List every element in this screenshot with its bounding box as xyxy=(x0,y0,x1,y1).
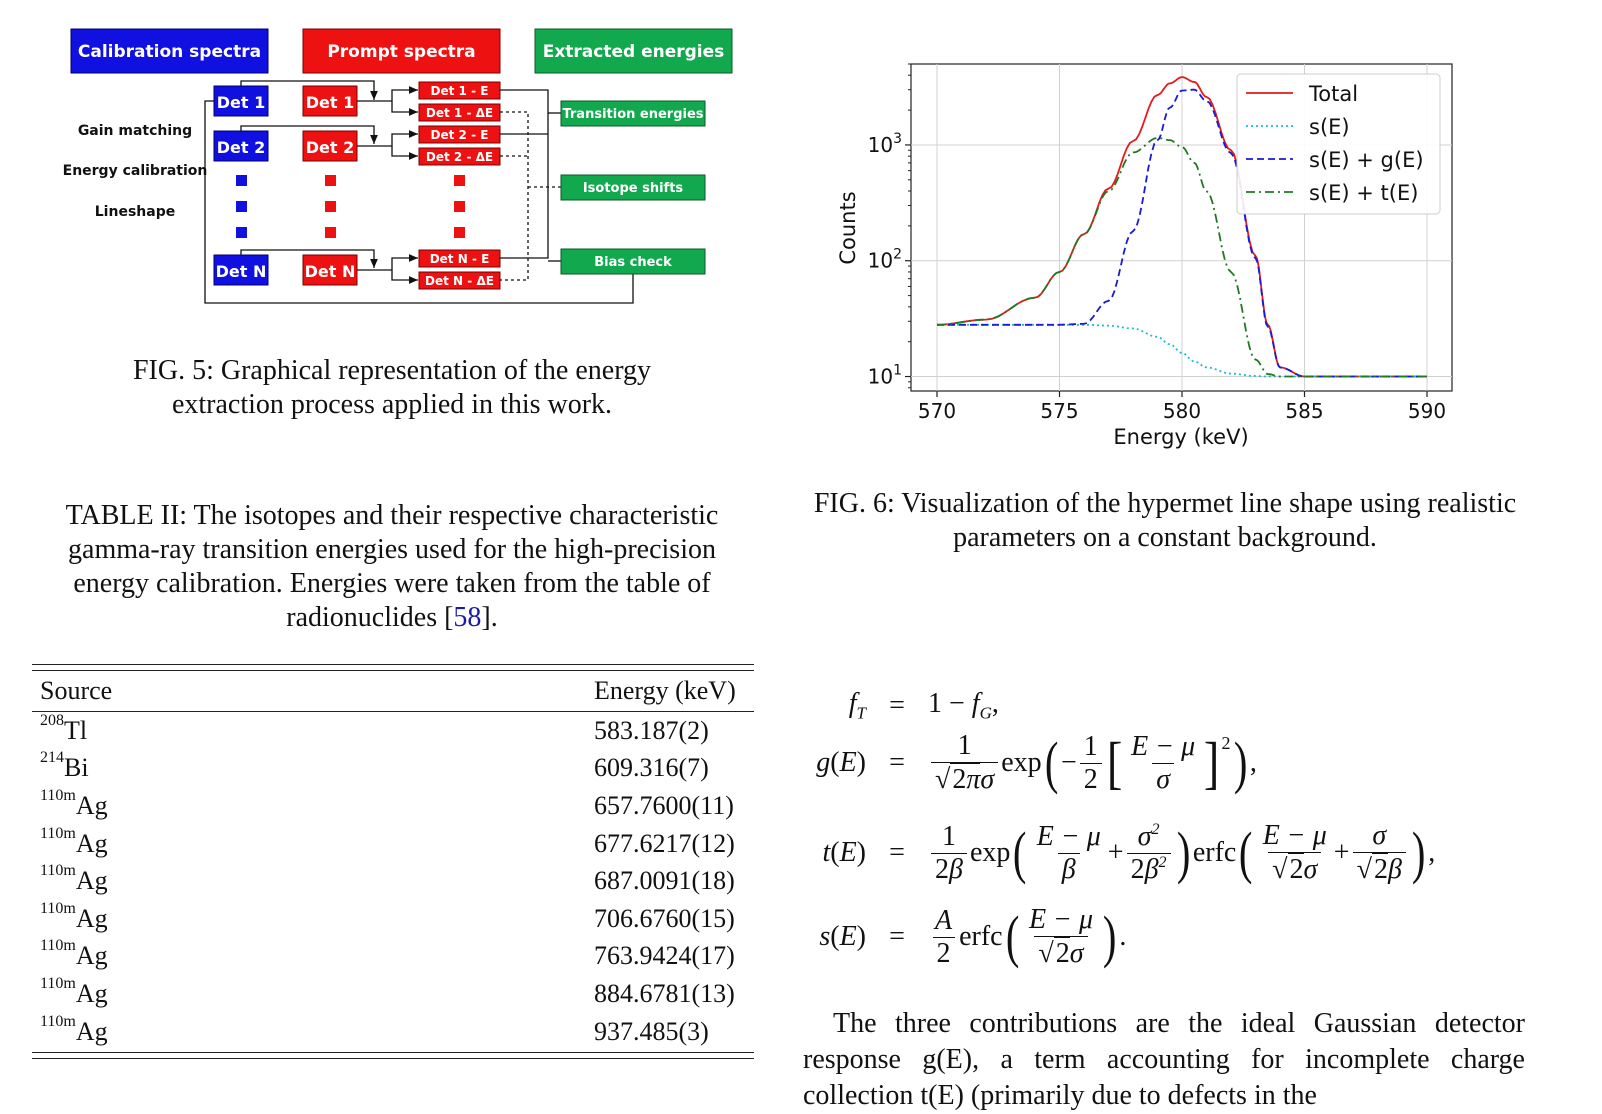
y-tick-label: $10^2$ xyxy=(867,246,902,273)
table-2 xyxy=(32,664,754,1059)
label-energy-calibration: Energy calibration xyxy=(62,163,208,179)
table-header-row xyxy=(32,671,754,711)
cell-energy: 687.0091(18) xyxy=(594,866,735,896)
cell-source: $^{110m}$Ag xyxy=(40,824,108,858)
cell-energy: 706.6760(15) xyxy=(594,903,735,933)
cell-source: $^{214}$Bi xyxy=(40,749,89,783)
header-energy: Energy (keV) xyxy=(594,676,736,705)
figure-6-caption: FIG. 6: Visualization of the hypermet line shape using realistic parameters on a constant background. xyxy=(813,488,1517,553)
legend-label: Total xyxy=(1309,82,1359,106)
table-row xyxy=(32,862,754,900)
cell-energy: 583.187(2) xyxy=(594,715,709,745)
equation-gE: g(E) = $\frac{1}{√2\pi\sigma}$ exp ( − $\frac{1}{2}$ [ $\frac{E - \mu}{\sigma}$ ] $^2$ ) , xyxy=(816,730,1257,795)
citation-link[interactable]: 58 xyxy=(453,602,482,633)
label-gain-matching: Gain matching xyxy=(77,123,193,139)
svg-text:Det N: Det N xyxy=(304,262,356,281)
output-transition-energies: Transition energies xyxy=(562,107,704,122)
cell-source: $^{110m}$Ag xyxy=(40,937,108,971)
svg-text:Det 2: Det 2 xyxy=(216,138,266,157)
y-tick-label: $10^3$ xyxy=(867,130,902,157)
cell-source: $^{110m}$Ag xyxy=(40,974,108,1008)
label-lineshape: Lineshape xyxy=(94,204,176,220)
table-row xyxy=(32,787,754,825)
header-prompt: Prompt spectra xyxy=(327,42,476,62)
x-tick-label: 590 xyxy=(1407,399,1447,423)
svg-text:Det 1: Det 1 xyxy=(216,93,266,112)
figure-5-diagram xyxy=(0,0,760,320)
legend-label: s(E) xyxy=(1309,115,1350,139)
det-row-n xyxy=(214,250,500,289)
y-tick-label: $10^1$ xyxy=(867,362,902,389)
svg-text:Det N - E: Det N - E xyxy=(429,252,490,266)
cell-source: $^{110m}$Ag xyxy=(40,1012,108,1046)
equations xyxy=(800,680,1560,1000)
cell-source: $^{110m}$Ag xyxy=(40,862,108,896)
table-row xyxy=(32,712,754,750)
cell-energy: 884.6781(13) xyxy=(594,978,735,1008)
svg-text:Det N - ΔE: Det N - ΔE xyxy=(425,274,494,288)
legend-label: s(E) + g(E) xyxy=(1309,148,1424,172)
chart-legend xyxy=(1237,74,1440,214)
x-tick-label: 585 xyxy=(1285,399,1324,423)
cell-energy: 763.9424(17) xyxy=(594,941,735,971)
table-row xyxy=(32,975,754,1013)
table-row xyxy=(32,825,754,863)
figure-5-caption: FIG. 5: Graphical representation of the energy extraction process applied in this work. xyxy=(132,355,652,420)
cell-source: $^{110m}$Ag xyxy=(40,899,108,933)
cell-energy: 937.485(3) xyxy=(594,1016,709,1046)
x-tick-label: 575 xyxy=(1040,399,1079,423)
table-row xyxy=(32,750,754,788)
equation-tE: t(E) = $\frac{1}{2\beta}$ exp ( $\frac{E - \mu}{\beta}$ + $\frac{\sigma^2}{2\beta^2}$ ) erfc ( $\frac{E - \mu}{√2\sigma}$ + $\frac{\sigma}{√2\beta}$ ) , xyxy=(822,820,1436,885)
cell-energy: 657.7600(11) xyxy=(594,790,734,820)
x-axis-label: Energy (keV) xyxy=(1113,425,1249,449)
output-bias-check: Bias check xyxy=(594,255,672,270)
cell-energy: 677.6217(12) xyxy=(594,828,735,858)
cell-source: $^{110m}$Ag xyxy=(40,786,108,820)
svg-text:Det 2 - E: Det 2 - E xyxy=(430,128,489,142)
figure-6-chart xyxy=(820,50,1480,460)
header-calibration: Calibration spectra xyxy=(77,42,262,62)
svg-text:Det 1 - E: Det 1 - E xyxy=(430,84,489,98)
cell-energy: 609.316(7) xyxy=(594,753,709,783)
det-row-1 xyxy=(214,81,500,121)
svg-text:Det N: Det N xyxy=(215,262,267,281)
header-source: Source xyxy=(40,676,113,705)
det-row-2 xyxy=(214,126,500,165)
x-tick-label: 570 xyxy=(917,399,957,423)
equation-sE: s(E) = $\frac{A}{2}$ erfc ( $\frac{E - \mu}{√2\sigma}$ ) . xyxy=(819,904,1127,969)
svg-text:Det 1 - ΔE: Det 1 - ΔE xyxy=(425,106,494,120)
y-axis-label: Counts xyxy=(836,191,860,265)
table-2-caption: TABLE II: The isotopes and their respective characteristic gamma-ray transition energies used for the high-precision energy calibration. Energies were taken from the table of radionuclides [58]. xyxy=(65,500,719,633)
body-paragraph: The three contributions are the ideal Gaussian detector response g(E), a term accounting for incomplete charge collection t(E) (primarily due to defects in the xyxy=(803,1008,1525,1111)
cell-source: $^{208}$Tl xyxy=(40,711,88,745)
equation-fT: $f_T$ = $1 - f_G$, xyxy=(848,688,999,723)
svg-text:Det 2 - ΔE: Det 2 - ΔE xyxy=(425,150,494,164)
x-tick-label: 580 xyxy=(1162,399,1202,423)
ellipsis-squares xyxy=(236,175,465,238)
table-row xyxy=(32,900,754,938)
legend-label: s(E) + t(E) xyxy=(1309,181,1419,205)
output-isotope-shifts: Isotope shifts xyxy=(582,181,684,196)
svg-text:Det 2: Det 2 xyxy=(305,138,355,157)
svg-text:Det 1: Det 1 xyxy=(305,93,355,112)
header-extracted: Extracted energies xyxy=(542,42,725,62)
table-row xyxy=(32,938,754,976)
table-row xyxy=(32,1013,754,1051)
